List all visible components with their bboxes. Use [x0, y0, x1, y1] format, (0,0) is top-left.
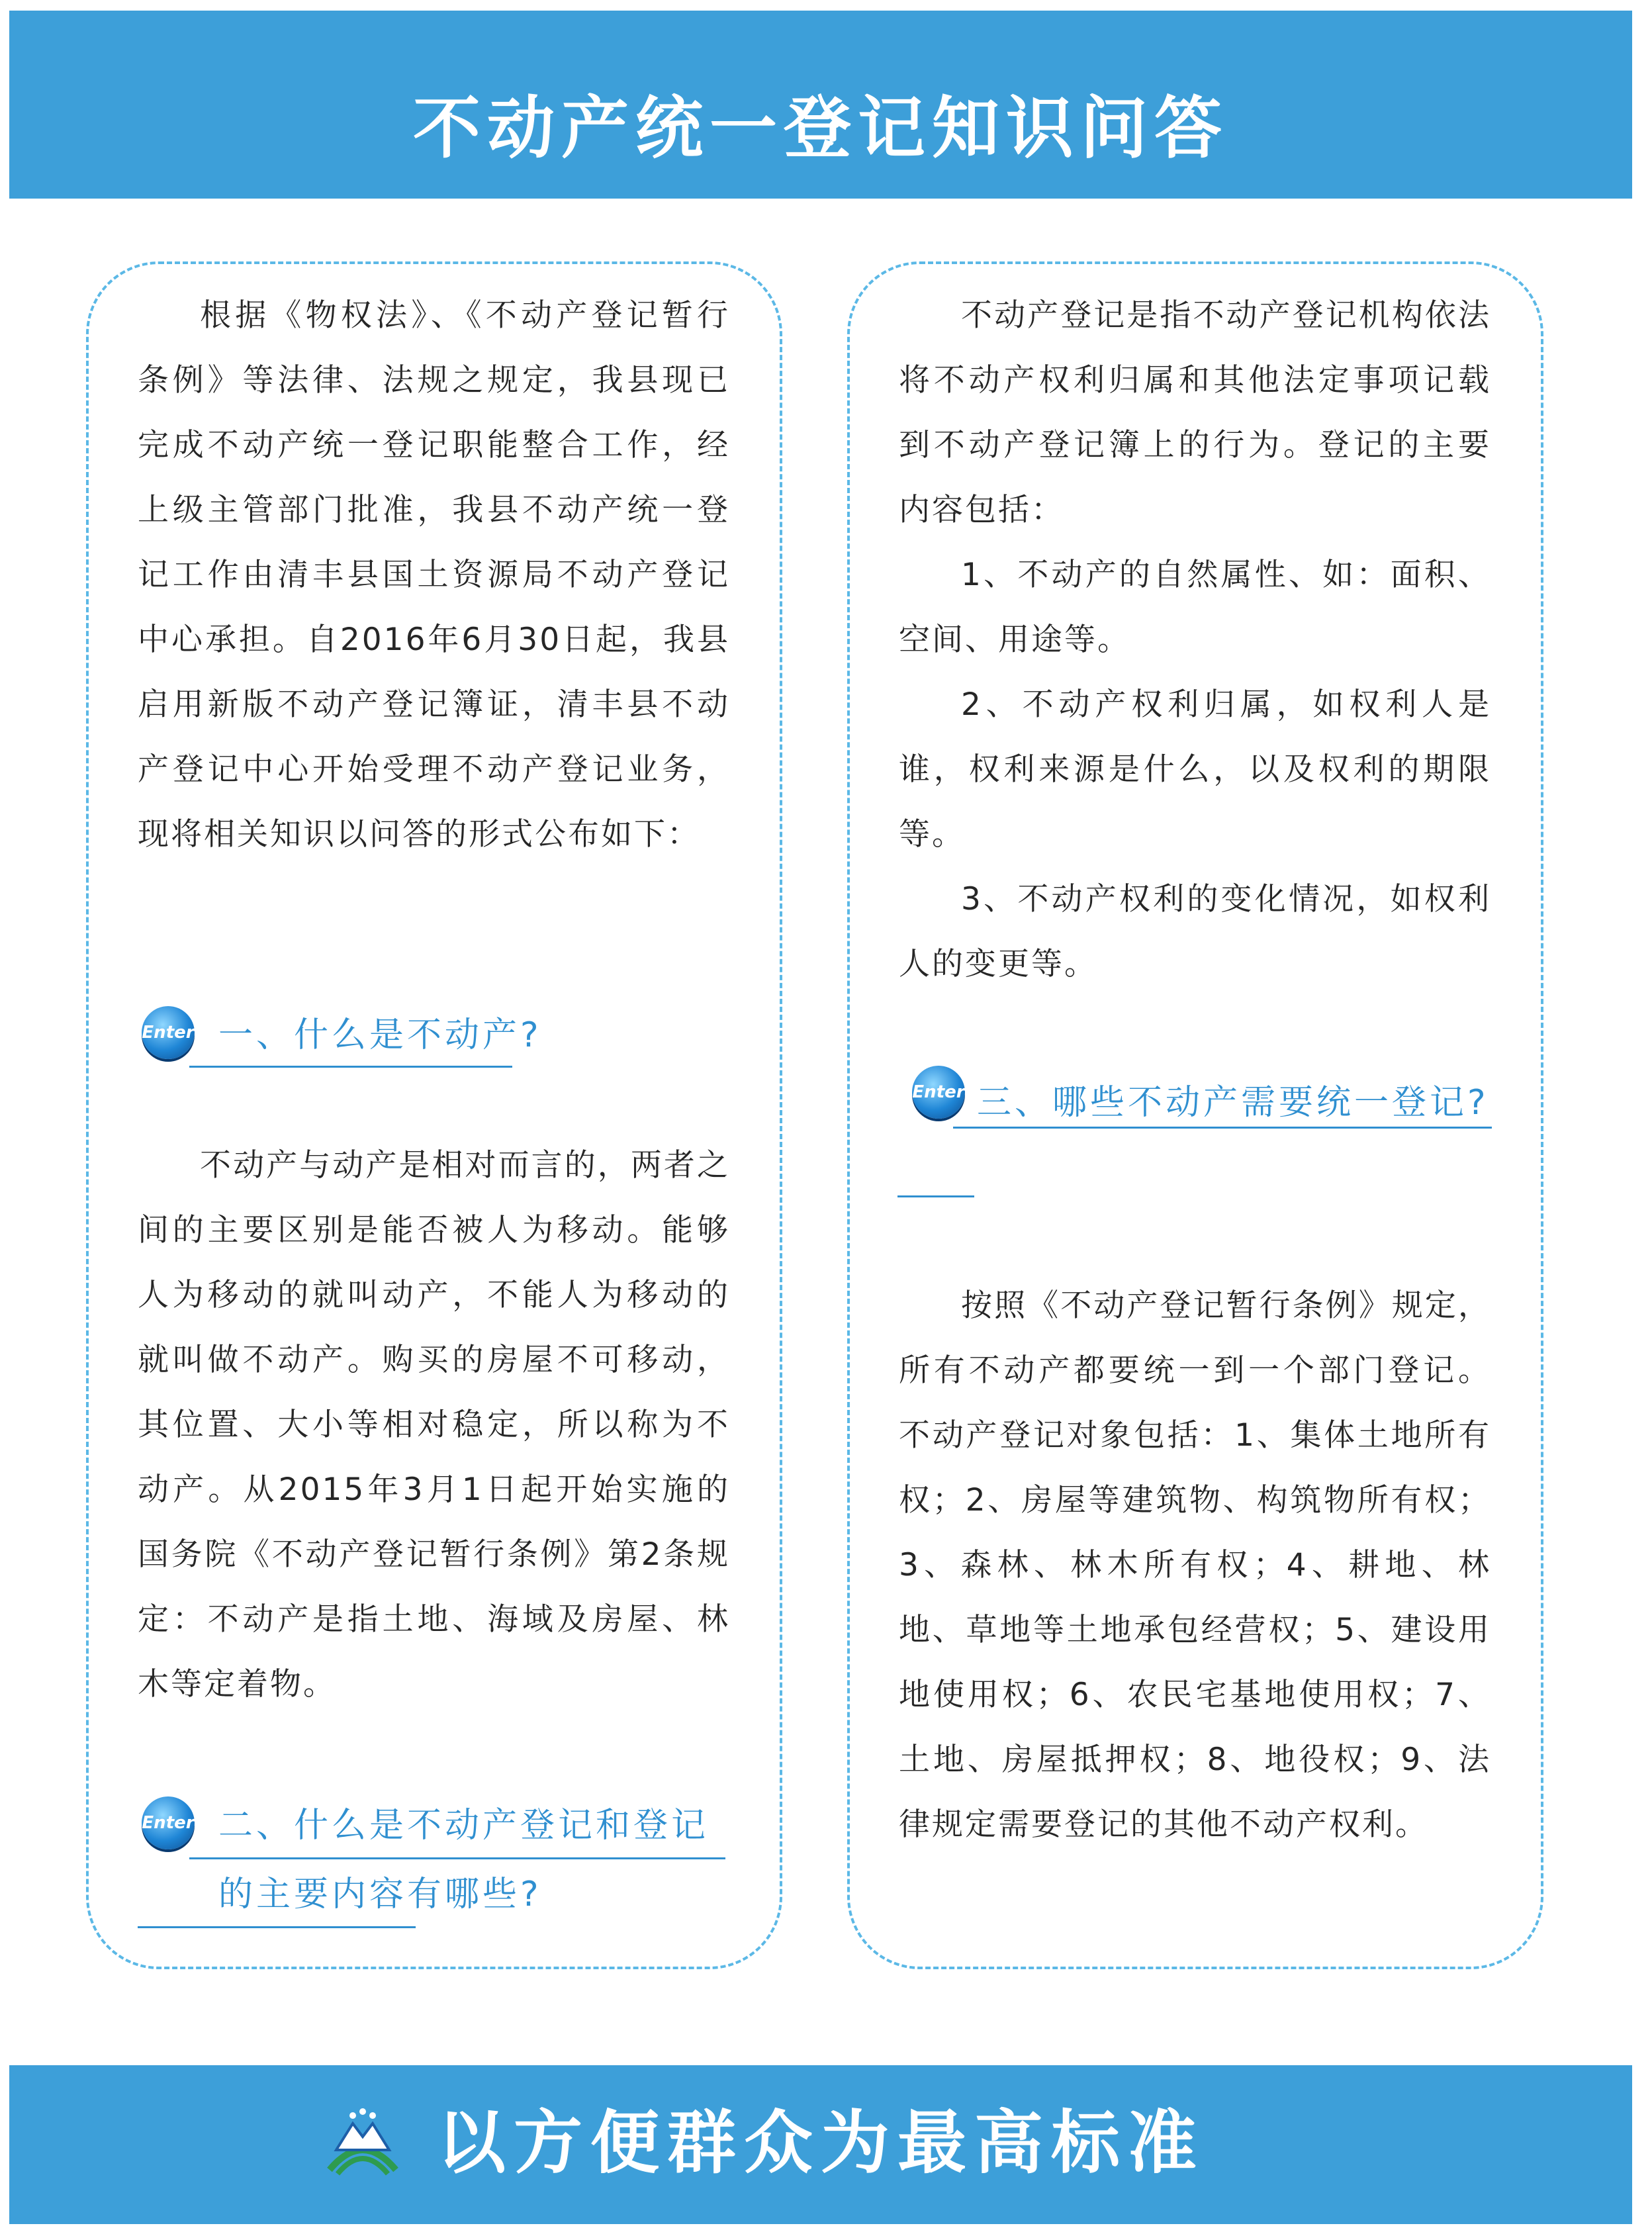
question-1-underline [189, 1066, 512, 1068]
enter-icon: Enter [912, 1066, 965, 1119]
question-1-title: 一、什么是不动产? [218, 1015, 542, 1055]
intro-paragraph: 根据《物权法》、《不动产登记暂行条例》等法律、法规之规定，我县现已完成不动产统一登记职能整合工作，经上级主管部门批准，我县不动产统一登记工作由清丰县国土资源局不动产登记中心承担。自2016年6月30日起，我县启用新版不动产登记簿证，清丰县不动产登记中心开始受理不动产登记业务，现将相关知识以问答的形式公布如下： [138, 297, 730, 853]
question-3-underline-2 [897, 1195, 974, 1197]
question-3-underline-1 [953, 1127, 1492, 1129]
question-1-heading [218, 1001, 748, 1070]
question-1-answer: 不动产与动产是相对而言的，两者之间的主要区别是能否被人为移动。能够人为移动的就叫动产，不能人为移动的就叫做不动产。购买的房屋不可移动，其位置、大小等相对稳定，所以称为不动产。从2015年3月1日起开始实施的国务院《不动产登记暂行条例》第2条规定：不动产是指土地、海域及房屋、林木等定着物。 [138, 1147, 730, 1702]
footer-band [9, 2065, 1632, 2224]
enter-icon: Enter [142, 1006, 195, 1059]
content-item-3: 3、不动产权利的变化情况，如权利人的变更等。 [899, 881, 1491, 982]
question-2-underline-2 [138, 1926, 416, 1928]
question-3-title: 三、哪些不动产需要统一登记? [977, 1083, 1489, 1123]
content-item-1: 1、不动产的自然属性、如：面积、空间、用途等。 [899, 557, 1491, 658]
enter-icon: Enter [142, 1796, 195, 1849]
page-title: 不动产统一登记知识问答 [413, 89, 1228, 168]
registration-definition: 不动产登记是指不动产登记机构依法将不动产权利归属和其他法定事项记载到不动产登记簿上的行为。登记的主要内容包括： [899, 297, 1491, 528]
question-2-title: 二、什么是不动产登记和登记的主要内容有哪些? [218, 1806, 710, 1914]
content-item-2: 2、不动产权利归属，如权利人是谁，权利来源是什么，以及权利的期限等。 [899, 686, 1491, 853]
question-2-heading [218, 1791, 728, 1929]
question-2-underline-1 [189, 1857, 725, 1859]
question-3-answer: 按照《不动产登记暂行条例》规定，所有不动产都要统一到一个部门登记。不动产登记对象包括：1、集体土地所有权；2、房屋等建筑物、构筑物所有权；3、森林、林木所有权；4、耕地、林地、草地等土地承包经营权；5、建设用地使用权；6、农民宅基地使用权；7、土地、房屋抵押权；8、地役权；9、法律规定需要登记的其他不动产权利。 [899, 1287, 1491, 1843]
footer-slogan: 以方便群众为最高标准 [436, 2102, 1205, 2183]
header-band [9, 11, 1632, 199]
